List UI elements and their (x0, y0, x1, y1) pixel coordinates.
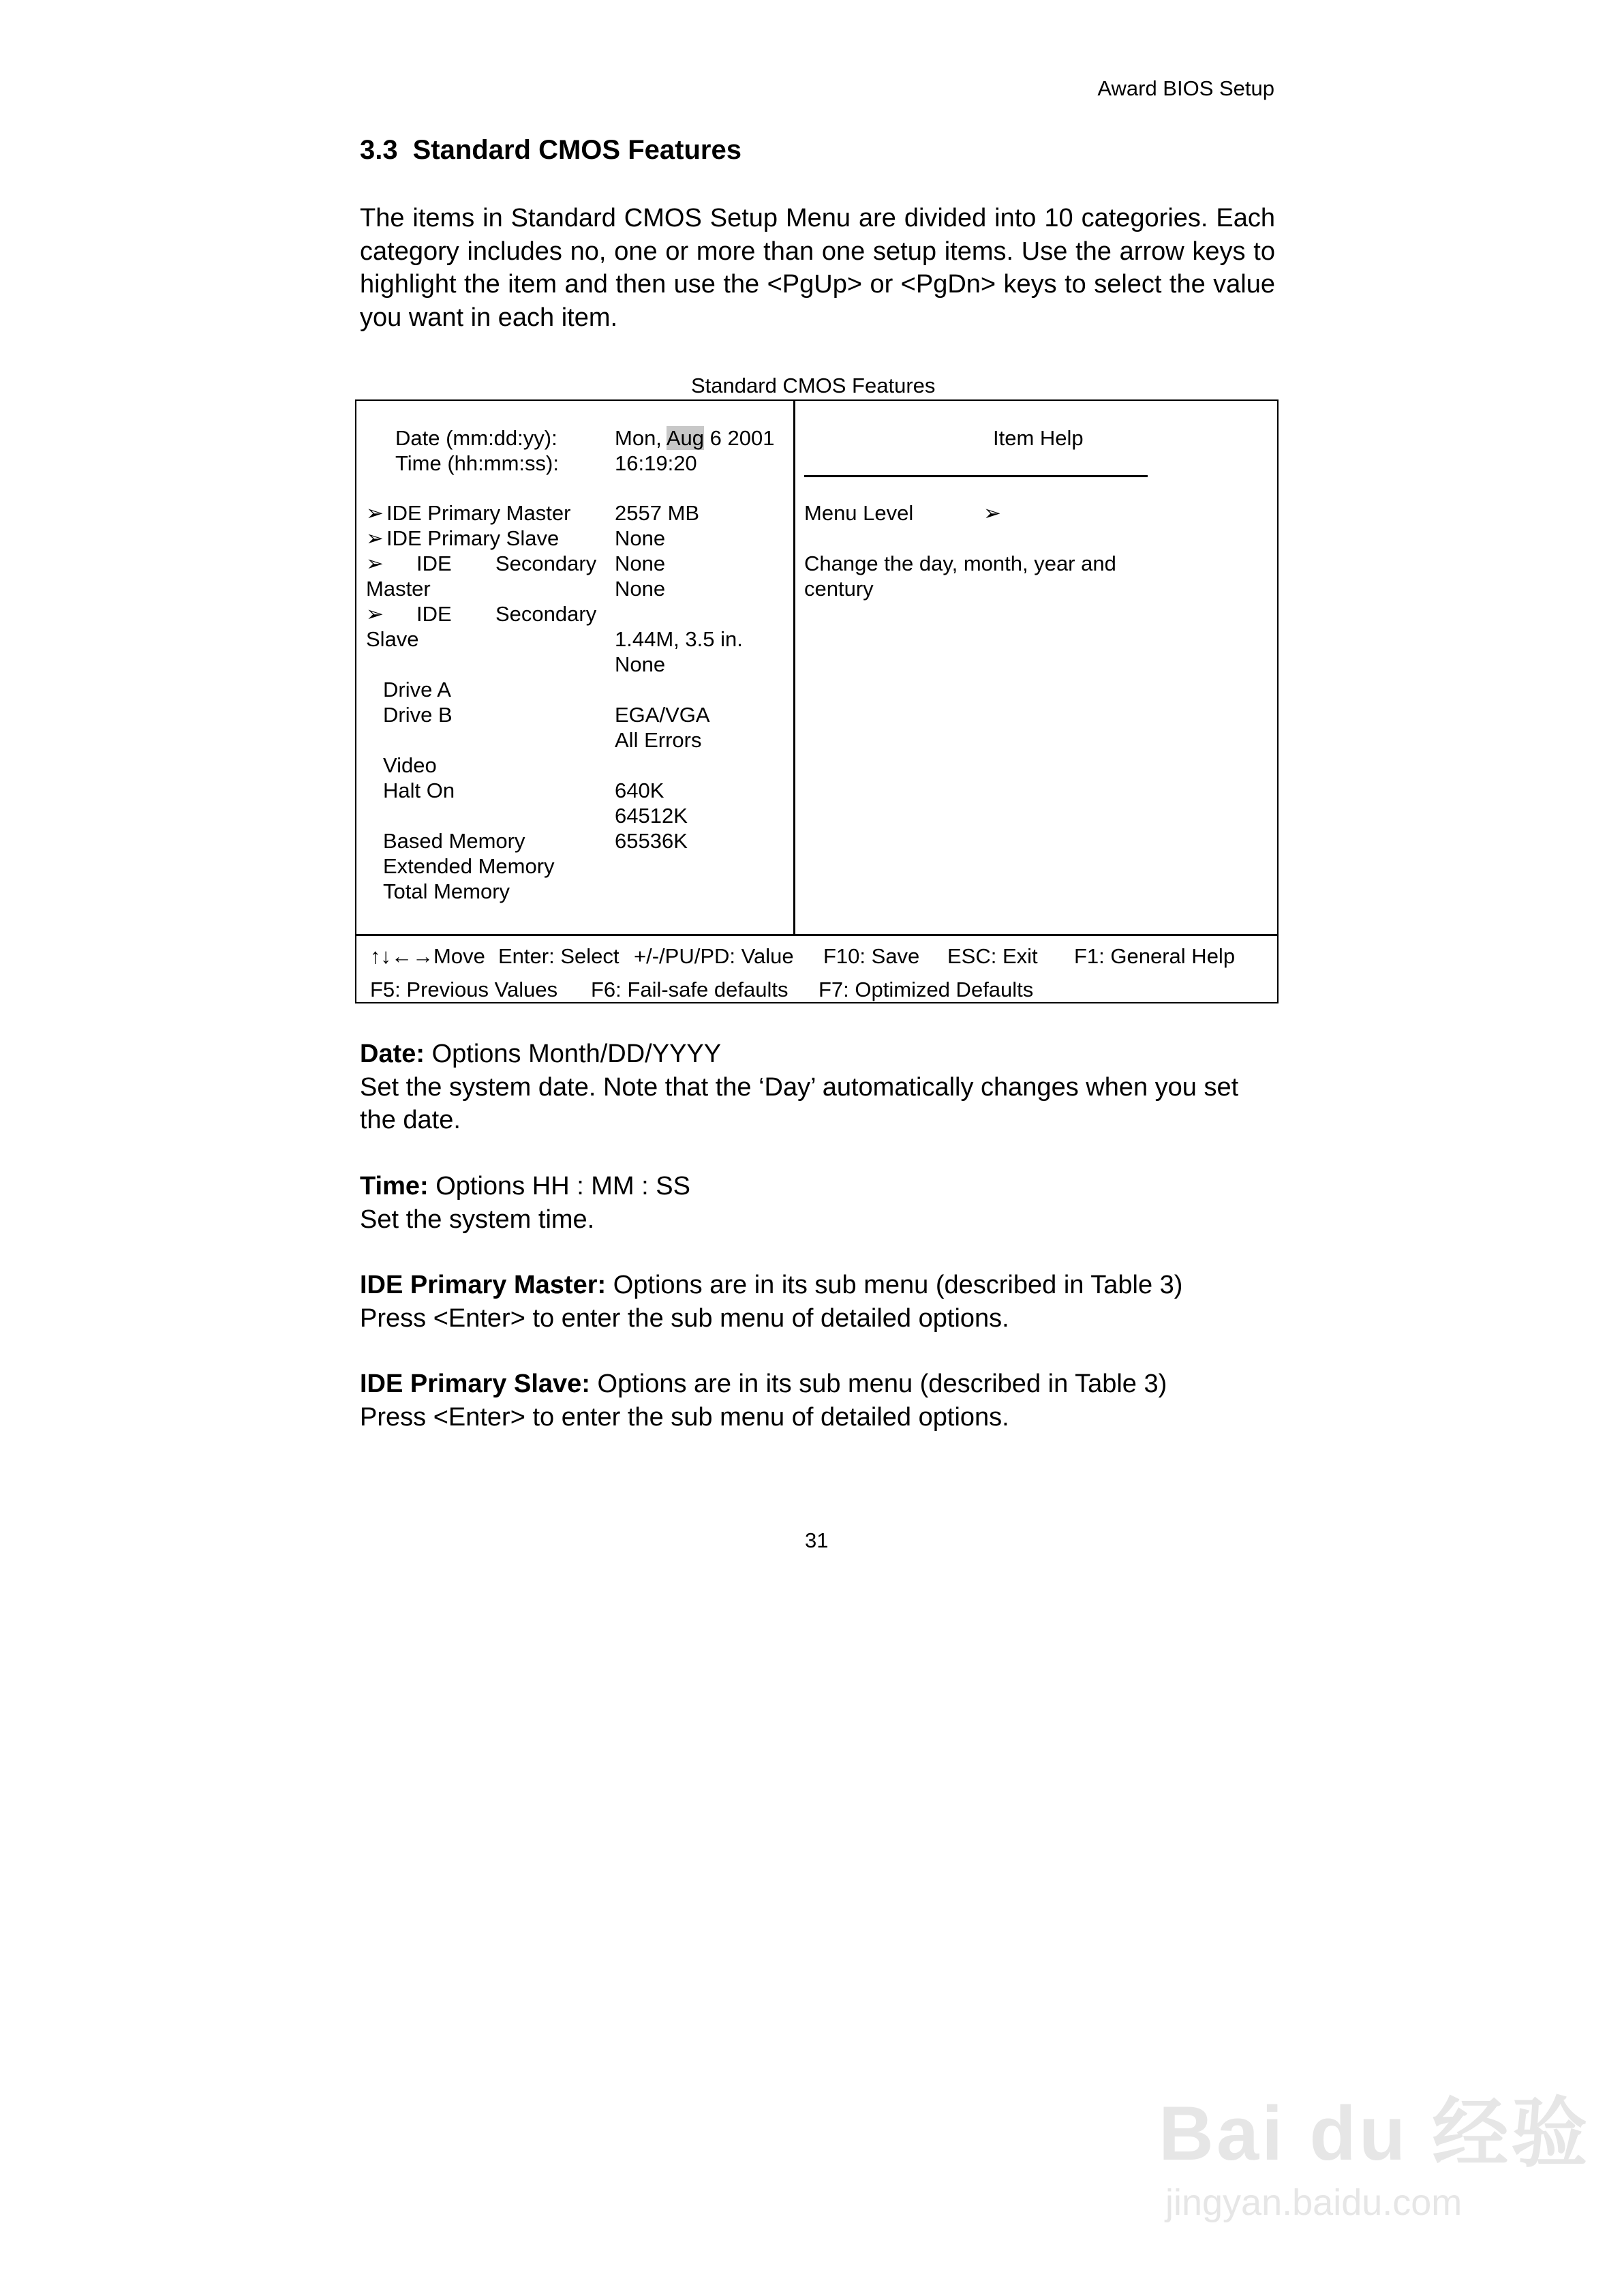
section-title (360, 135, 741, 166)
value-item[interactable]: 1.44M, 3.5 in. (615, 627, 743, 651)
value-item: 2557 MB (615, 501, 700, 525)
value-item[interactable]: None (615, 652, 666, 676)
page-number: 31 (805, 1528, 829, 1552)
menu-ide-primary-master[interactable]: ➢ IDE Primary Master (366, 501, 571, 525)
watermark-logo: Bai du 经验 (1159, 2091, 1591, 2176)
desc-date-label: Date: (360, 1040, 425, 1068)
desc-ide-ps-label: IDE Primary Slave: (360, 1370, 590, 1398)
section-number: 3.3 (360, 135, 398, 165)
value-item[interactable]: EGA/VGA (615, 703, 710, 727)
desc-date: Date: Options Month/DD/YYYY Set the system date. Note that the ‘Day’ automatically changes when you set the date. (360, 1040, 1239, 1134)
key-f6: F6: Fail-safe defaults (591, 978, 789, 1001)
menu-ide-secondary-master[interactable]: ➢ IDE Secondary (366, 552, 597, 575)
menu-halt-on[interactable]: Halt On (383, 779, 455, 802)
value-item: 65536K (615, 829, 688, 853)
value-item: None (615, 577, 666, 601)
key-f5: F5: Previous Values (370, 978, 558, 1001)
menu-based-memory: Based Memory (383, 829, 525, 853)
menu-drive-a[interactable]: Drive A (383, 678, 451, 701)
bios-caption: Standard CMOS Features (691, 374, 936, 397)
running-header: Award BIOS Setup (1097, 76, 1274, 100)
submenu-arrow-icon: ➢ (366, 526, 384, 550)
submenu-arrow-icon: ➢ (366, 602, 384, 626)
watermark-url: jingyan.baidu.com (1165, 2182, 1463, 2223)
column-divider (793, 401, 795, 934)
desc-time-label: Time: (360, 1172, 429, 1200)
desc-ide-primary-master: IDE Primary Master: Options are in its sub menu (described in Table 3) Press <Enter> to enter the sub menu of detailed options. (360, 1271, 1183, 1333)
key-f1: F1: General Help (1074, 944, 1236, 968)
item-help-rule (804, 475, 1148, 477)
desc-ide-pm-label: IDE Primary Master: (360, 1271, 607, 1299)
menu-level-label: Menu Level (804, 501, 914, 525)
key-f10: F10: Save (823, 944, 920, 968)
menu-extended-memory: Extended Memory (383, 854, 555, 878)
desc-ide-primary-slave: IDE Primary Slave: Options are in its sub menu (described in Table 3) Press <Enter> to enter the sub menu of detailed options. (360, 1370, 1167, 1432)
date-label: Date (mm:dd:yy): (395, 426, 557, 450)
time-label: Time (hh:mm:ss): (395, 451, 559, 475)
help-text-line2: century (804, 577, 874, 601)
desc-time: Time: Options HH : MM : SS Set the system time. (360, 1172, 690, 1234)
value-item: None (615, 526, 666, 550)
menu-drive-b[interactable]: Drive B (383, 703, 453, 727)
date-month-highlight[interactable]: Aug (666, 426, 704, 450)
menu-ide-secondary-slave[interactable]: ➢ IDE Secondary (366, 602, 597, 626)
footer-divider (356, 934, 1277, 936)
submenu-arrow-icon: ➢ (366, 501, 384, 525)
value-item[interactable]: All Errors (615, 728, 702, 752)
date-value[interactable]: Mon, Aug 6 2001 (615, 426, 775, 450)
submenu-arrow-icon: ➢ (366, 552, 384, 575)
value-item: 640K (615, 779, 664, 802)
menu-video[interactable]: Video (383, 753, 437, 777)
key-value: +/-/PU/PD: Value (634, 944, 794, 968)
help-text-line1: Change the day, month, year and (804, 552, 1116, 575)
menu-total-memory: Total Memory (383, 879, 510, 903)
item-help-title: Item Help (993, 426, 1084, 450)
value-item: 64512K (615, 804, 688, 828)
value-item: None (615, 552, 666, 575)
time-value[interactable]: 16:19:20 (615, 451, 697, 475)
menu-ide-secondary-master-cont: Master (366, 577, 431, 601)
key-esc: ESC: Exit (947, 944, 1038, 968)
section-title-text: Standard CMOS Features (412, 135, 741, 165)
menu-ide-secondary-slave-cont: Slave (366, 627, 419, 651)
menu-ide-primary-slave[interactable]: ➢ IDE Primary Slave (366, 526, 560, 550)
key-enter: Enter: Select (498, 944, 619, 968)
bios-screen (355, 399, 1279, 1003)
key-f7: F7: Optimized Defaults (818, 978, 1034, 1001)
key-move: ↑↓←→Move (370, 944, 485, 968)
menu-level-arrow-icon: ➢ (983, 501, 1001, 525)
intro-paragraph: The items in Standard CMOS Setup Menu are divided into 10 categories. Each category includes no, one or more than one setup items. Use the arrow keys to highlight the item and then use the <PgUp> or <PgDn> keys to select the value you want in each item. (360, 204, 1275, 332)
